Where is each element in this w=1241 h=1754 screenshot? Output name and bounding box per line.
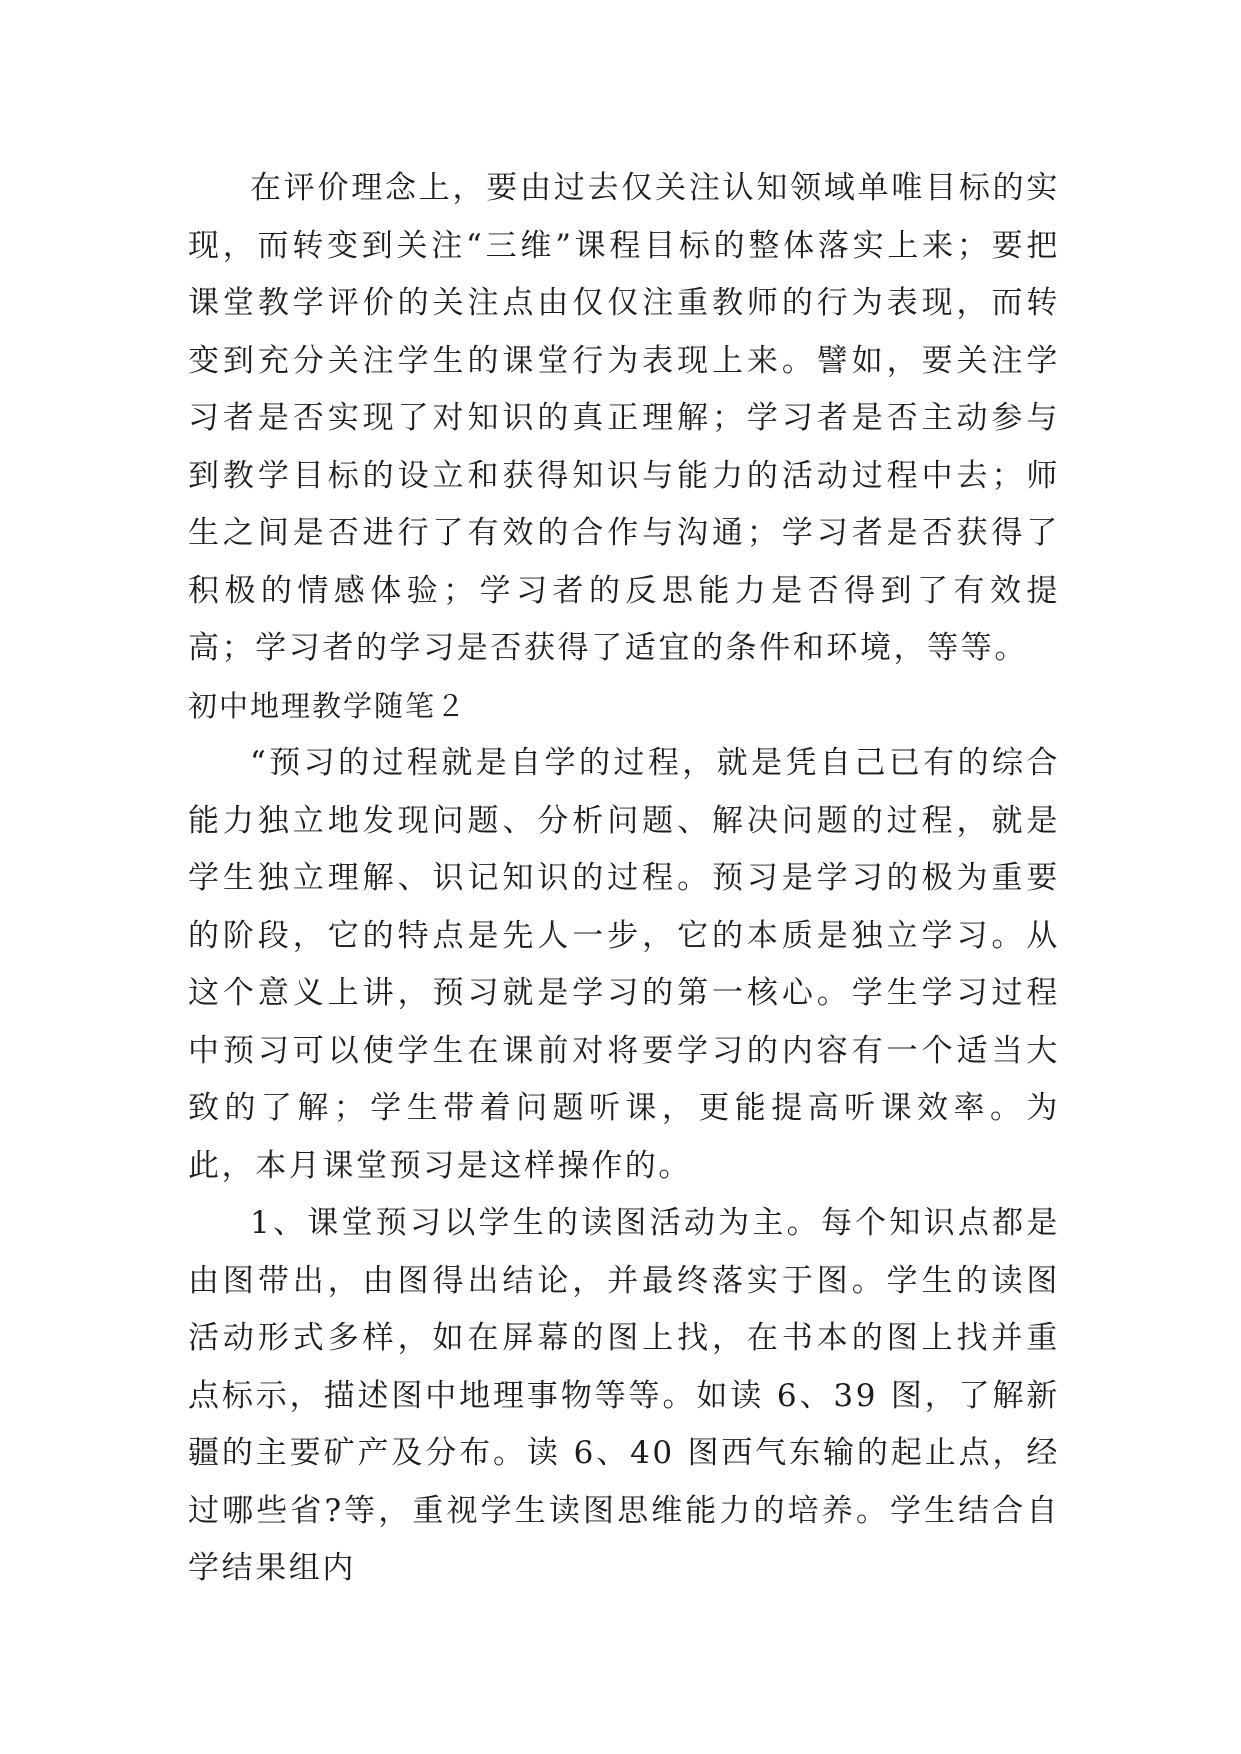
- paragraph-evaluation-concept: 在评价理念上，要由过去仅关注认知领域单唯目标的实现，而转变到关注“三维”课程目标的整体落实上来；要把课堂教学评价的关注点由仅仅注重教师的行为表现，而转变到充分关注学生的课堂行为表现上来。譬如，要关注学习者是否实现了对知识的真正理解；学习者是否主动参与到教学目标的设立和获得知识与能力的活动过程中去；师生之间是否进行了有效的合作与沟通；学习者是否获得了积极的情感体验；学习者的反思能力是否得到了有效提高；学习者的学习是否获得了适宜的条件和环境，等等。: [188, 170, 1060, 666]
- section-heading: 初中地理教学随笔２: [188, 688, 468, 723]
- paragraph-map-reading: 1、课堂预习以学生的读图活动为主。每个知识点都是由图带出，由图得出结论，并最终落实于图。学生的读图活动形式多样，如在屏幕的图上找，在书本的图上找并重点标示，描述图中地理事物等等。如读 6、39 图，了解新疆的主要矿产及分布。读 6、40 图西气东输的起止点，经过哪些省?等，重视学生读图思维能力的培养。学生结合自学结果组内: [188, 1205, 1060, 1586]
- paragraph-preview-process: “预习的过程就是自学的过程，就是凭自己已有的综合能力独立地发现问题、分析问题、解决问题的过程，就是学生独立理解、识记知识的过程。预习是学习的极为重要的阶段，它的特点是先人一步，它的本质是独立学习。从这个意义上讲，预习就是学习的第一核心。学生学习过程中预习可以使学生在课前对将要学习的内容有一个适当大致的了解；学生带着问题听课，更能提高听课效率。为此，本月课堂预习是这样操作的。: [188, 745, 1060, 1184]
- document-body: [188, 160, 1060, 1598]
